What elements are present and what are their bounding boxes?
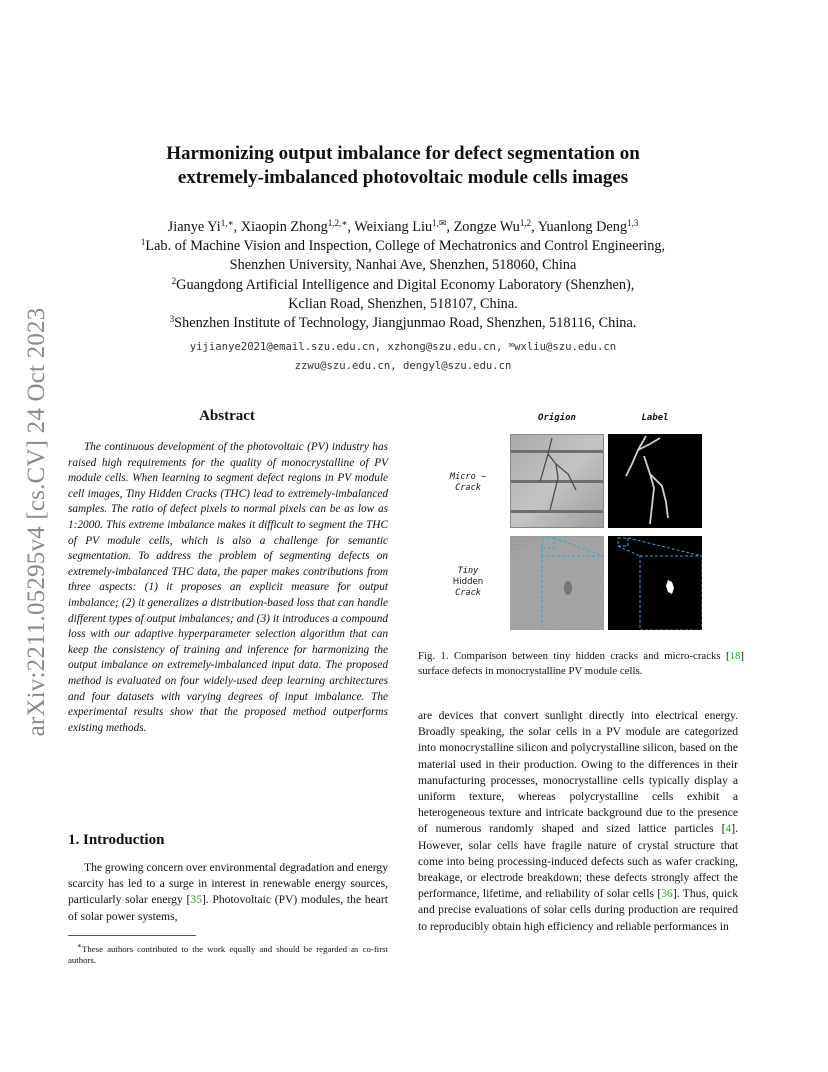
abstract-heading: Abstract	[199, 408, 255, 424]
body-paragraph: are devices that convert sunlight directly into electrical energy. Broadly speaking, the solar cells in a PV module are categorized into monocrystalline silicon and polycrystalline silicon, based on the material used in their production. Owing to the differences in their manufacturing processes, monocrystalline cells typically display a uniform texture, whereas polycrystalline cells exhibit a heterogeneous texture and intricate background due to the presence of numerous randomly shaped and sized lattice particles [4]. However, solar cells have fragile nature of crystal structure that come into being processing-induced defects such as wafer cracking, breakage, or electrode breakdown; these defects strongly affect the performance, lifetime, and reliability of solar cells [36]. Thus, quick and precise evaluations of solar cells during production are required to reproducibly obtain high efficiency and reliable performances in	[418, 709, 738, 933]
author-sup: 1,∗	[220, 218, 234, 228]
title-line-2: extremely-imbalanced photovoltaic module cells images	[177, 167, 629, 188]
intro-body	[68, 860, 388, 925]
author-name: Weixiang Liu	[354, 219, 433, 235]
intro-paragraph: The growing concern over environmental degradation and energy scarcity has led to a surge in interest in renewable energy sources, particularly solar energy [35]. Photovoltaic (PV) modules, the heart of solar power systems,	[68, 861, 389, 923]
affiliation-1: $^1$Lab. of Machine Vision and Inspection, College of Mechatronics and Control Engineering,	[140, 237, 666, 255]
email-line-2: zzwu@szu.edu.cn, dengyl@szu.edu.cn	[294, 360, 512, 372]
footnote-rule	[68, 935, 196, 936]
right-column-body	[418, 708, 738, 935]
author-name: Jianye Yi	[167, 219, 221, 235]
figure-row-label-micro-crack: Micro − Crack	[449, 472, 487, 493]
citation-link[interactable]: 36	[661, 887, 673, 901]
figure-1	[420, 404, 750, 644]
author-name: Zongze Wu	[453, 219, 520, 235]
figure-row-label-tiny-hidden-crack: Tiny Hidden Crack	[452, 566, 484, 598]
footnote-mark: ∗	[77, 941, 82, 950]
author-sup: 1,3	[627, 218, 639, 228]
affiliation-1-cont: Shenzhen University, Nanhai Ave, Shenzhen, 518060, China	[229, 257, 577, 274]
author-sup: 1,2,∗	[327, 218, 348, 228]
affiliation-2: $^2$Guangdong Artificial Intelligence and Digital Economy Laboratory (Shenzhen),	[171, 275, 635, 293]
affiliation-3: $^3$Shenzhen Institute of Technology, Jiangjunmao Road, Shenzhen, 518116, China.	[169, 314, 637, 332]
author-name: Yuanlong Deng	[537, 219, 628, 235]
arxiv-stamp: arXiv:2211.05295v4 [cs.CV] 24 Oct 2023	[23, 307, 50, 737]
author-block	[80, 218, 726, 333]
micro-crack-label-image	[608, 434, 702, 528]
author-list: Jianye $Yi^{1,∗}$, Xiaopin Zhong$^{1,2,∗}$, Weixiang Liu$^{1,✉}$, Zongze Wu$^{1,2}$, Yuanlong Deng$^{1,3}$	[167, 218, 639, 235]
tiny-hidden-crack-label-image	[608, 536, 702, 630]
citation-link[interactable]: 4	[725, 822, 732, 836]
footnote-text: These authors contributed to the work equally and should be regarded as co-first authors.	[68, 943, 388, 966]
email-block	[80, 336, 726, 376]
title-line-1: Harmonizing output imbalance for defect segmentation on	[166, 143, 640, 164]
section-heading-introduction: 1. Introduction	[68, 832, 165, 848]
citation-link[interactable]: 18	[729, 650, 741, 662]
micro-crack-original-image	[510, 434, 604, 528]
footnote	[68, 940, 388, 967]
author-sup: 1,2	[519, 218, 532, 228]
figure-column-header-origion: Origion	[538, 413, 576, 423]
author-sup: 1,✉	[432, 218, 447, 228]
citation-link[interactable]: 35	[190, 893, 202, 907]
figure-caption: Fig. 1. Comparison between tiny hidden cracks and micro-cracks [18] surface defects in monocrystalline PV module cells.	[418, 650, 744, 677]
affiliation-2-cont: Kclian Road, Shenzhen, 518107, China.	[288, 295, 518, 312]
tiny-hidden-crack-original-image	[510, 536, 604, 630]
abstract-body	[68, 440, 388, 736]
figure-column-header-label: Label	[641, 413, 669, 423]
abstract-text: The continuous development of the photovoltaic (PV) industry has raised high requirements for the quality of monocrystalline of PV module cells. When learning to segment defect regions in PV module cell images, Tiny Hidden Cracks (THC) lead to extremely-imbalanced samples. The ratio of defect pixels to normal pixels can be as low as 1:2000. This extreme imbalance makes it difficult to segment the THC of PV module cells, which is also a challenge for semantic segmentation. To address the problem of segmenting defects on extremely-imbalanced THC data, the paper makes contributions from three aspects: (1) it proposes an explicit measure for output imbalance; (2) it generalizes a distribution-based loss that can handle different types of output imbalances; and (3) it introduces a compound loss with our adaptive hyperparameter selection algorithm that can keep the consistency of training and inference for harmonizing the output imbalance on extremely-imbalanced input data. The proposed method is evaluated on four widely-used deep learning architectures and four datasets with varying degrees of input imbalance. The experimental results show that the proposed method outperforms existing methods.	[68, 441, 388, 734]
author-name: Xiaopin Zhong	[240, 219, 328, 235]
email-line-1: yijianye2021@email.szu.edu.cn, xzhong@szu.edu.cn, ✉wxliu@szu.edu.cn	[189, 340, 617, 353]
paper-title	[100, 142, 706, 190]
envelope-icon: ✉	[508, 340, 515, 350]
